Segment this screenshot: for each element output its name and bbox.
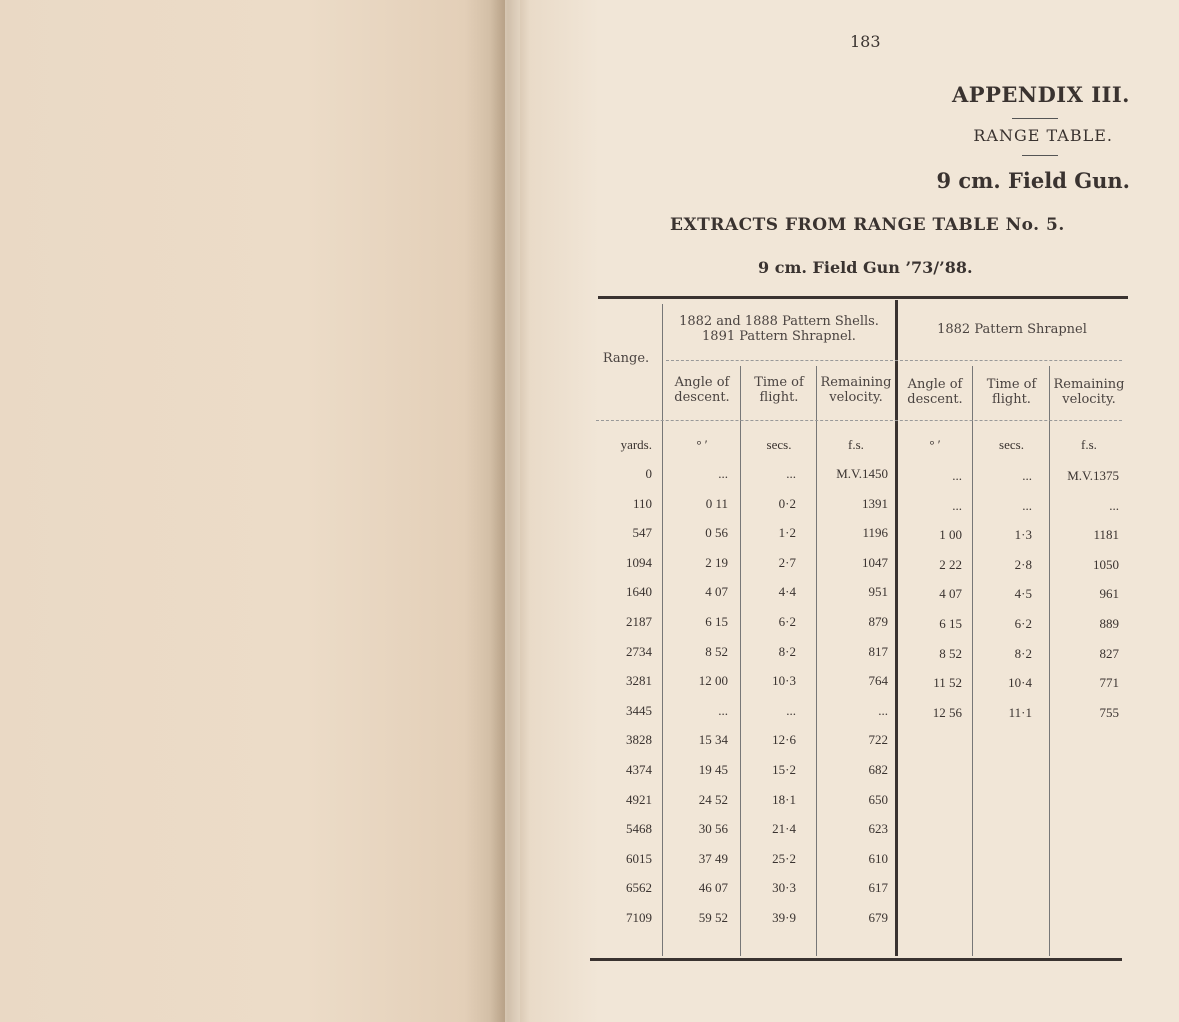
cell-time-2: 1·3 — [1014, 527, 1032, 543]
cell-angle-1: 2 19 — [705, 554, 728, 570]
cell-time-2: 10·4 — [1008, 675, 1032, 691]
cell-time-1: 39·9 — [772, 910, 796, 925]
cell-velocity-1: 722 — [868, 732, 888, 748]
unit-time-2: secs. — [999, 437, 1024, 452]
cell-velocity-2: 827 — [1099, 645, 1119, 661]
angle-header-line2: descent. — [674, 390, 730, 405]
time-header-line1: Time of — [754, 375, 804, 390]
group1-header-line1: 1882 and 1888 Pattern Shells. — [679, 314, 879, 329]
book-gutter — [490, 0, 530, 1022]
header-rule — [596, 420, 1122, 421]
cell-time-1: 15·2 — [772, 762, 796, 777]
cell-angle-1: 12 00 — [698, 673, 728, 689]
cell-time-2: ... — [1022, 468, 1032, 483]
cell-time-1: 4·4 — [778, 584, 796, 600]
velocity-header-line2: velocity. — [829, 390, 883, 405]
cell-range: 0 — [645, 466, 652, 481]
cell-angle-2: 2 22 — [939, 556, 962, 572]
gun-title: 9 cm. Field Gun. — [936, 168, 1130, 193]
cell-angle-2: 1 00 — [939, 527, 962, 543]
cell-angle-2: 12 56 — [932, 704, 962, 720]
cell-velocity-2: 889 — [1099, 616, 1119, 631]
velocity-header-1 — [818, 375, 894, 405]
cell-angle-1: 0 11 — [705, 495, 728, 511]
section-title: RANGE TABLE. — [973, 126, 1113, 145]
time-header-line1: Time of — [986, 377, 1037, 392]
col-rule — [740, 366, 741, 956]
col-rule — [972, 366, 973, 956]
group2-header: 1882 Pattern Shrapnel — [937, 322, 1087, 337]
cell-velocity-2: ... — [1109, 497, 1119, 513]
cell-velocity-1: ... — [878, 702, 888, 718]
angle-header-2 — [898, 377, 972, 407]
cell-range: 3445 — [626, 702, 652, 718]
cell-range: 2734 — [626, 643, 652, 659]
col-rule — [1049, 366, 1050, 956]
cell-velocity-1: 817 — [868, 643, 888, 659]
cell-velocity-1: 617 — [868, 880, 888, 896]
section-divider — [1022, 155, 1058, 156]
header-rule — [666, 360, 1122, 361]
cell-time-1: 10·3 — [772, 673, 796, 689]
time-header-line2: flight. — [992, 392, 1031, 407]
cell-time-1: 6·2 — [778, 614, 796, 629]
cell-range: 2187 — [626, 614, 652, 629]
col-rule — [662, 304, 663, 956]
cell-velocity-2: 1050 — [1093, 556, 1119, 572]
cell-angle-2: 8 52 — [939, 645, 962, 661]
cell-velocity-1: 1196 — [862, 525, 888, 541]
cell-range: 1094 — [626, 554, 652, 570]
time-header-1 — [742, 375, 816, 405]
group1-header — [664, 314, 894, 344]
velocity-header-2 — [1051, 377, 1127, 407]
cell-angle-1: 37 49 — [698, 850, 728, 866]
cell-range: 1640 — [626, 584, 652, 600]
cell-time-1: 8·2 — [778, 643, 796, 659]
cell-angle-1: 15 34 — [698, 732, 728, 748]
cell-angle-1: 8 52 — [705, 643, 728, 659]
cell-velocity-1: 1047 — [862, 554, 888, 570]
cell-time-2: ... — [1022, 497, 1032, 513]
cell-time-2: 11·1 — [1008, 704, 1032, 720]
velocity-header-line2: velocity. — [1062, 392, 1116, 407]
cell-range: 110 — [632, 495, 652, 511]
cell-range: 4921 — [626, 791, 652, 807]
unit-angle-1: ° ′ — [696, 437, 708, 452]
extract-title: EXTRACTS FROM RANGE TABLE No. 5. — [670, 215, 1065, 235]
cell-time-2: 4·5 — [1014, 586, 1032, 602]
cell-velocity-1: 610 — [868, 850, 888, 866]
cell-velocity-1: 951 — [868, 584, 888, 600]
cell-angle-1: 24 52 — [698, 791, 728, 807]
cell-range: 6562 — [626, 880, 652, 896]
angle-header-1 — [664, 375, 740, 405]
col-rule — [816, 366, 817, 956]
cell-velocity-1: 679 — [868, 910, 888, 925]
cell-angle-2: ... — [952, 468, 962, 483]
cell-range: 6015 — [626, 850, 652, 866]
cell-velocity-1: M.V.1450 — [836, 466, 888, 481]
angle-header-line1: Angle of — [907, 377, 963, 392]
cell-angle-1: ... — [718, 466, 728, 481]
cell-time-2: 2·8 — [1014, 556, 1032, 572]
angle-header-line2: descent. — [907, 392, 963, 407]
range-header: Range. — [602, 351, 650, 366]
unit-velocity-1: f.s. — [848, 437, 864, 452]
unit-time-1: secs. — [766, 437, 792, 452]
cell-velocity-1: 764 — [868, 673, 888, 689]
cell-angle-1: 0 56 — [705, 525, 728, 541]
cell-range: 3281 — [626, 673, 652, 689]
cell-angle-1: 46 07 — [698, 880, 728, 896]
cell-range: 3828 — [626, 732, 652, 748]
cell-range: 4374 — [626, 762, 652, 777]
cell-range: 5468 — [626, 821, 652, 837]
cell-velocity-2: 961 — [1099, 586, 1119, 602]
cell-time-1: 0·2 — [778, 495, 796, 511]
cell-angle-1: 59 52 — [698, 910, 728, 925]
cell-velocity-2: 1181 — [1093, 527, 1119, 543]
cell-time-2: 6·2 — [1014, 616, 1032, 631]
unit-range: yards. — [620, 437, 652, 452]
cell-velocity-1: 682 — [868, 762, 888, 777]
cell-angle-1: ... — [718, 702, 728, 718]
cell-time-1: ... — [786, 466, 796, 481]
cell-time-1: 25·2 — [772, 850, 796, 866]
cell-time-1: 1·2 — [778, 525, 796, 541]
cell-time-2: 8·2 — [1014, 645, 1032, 661]
unit-angle-2: ° ′ — [929, 437, 941, 452]
table-bottom-rule — [590, 958, 1122, 961]
page-number: 183 — [850, 32, 881, 51]
cell-time-1: 30·3 — [772, 880, 796, 896]
cell-angle-2: 11 52 — [933, 675, 962, 691]
cell-velocity-1: 1391 — [862, 495, 888, 511]
cell-velocity-2: 755 — [1099, 704, 1119, 720]
cell-time-1: 18·1 — [772, 791, 796, 807]
title-divider — [1012, 118, 1058, 119]
cell-velocity-2: 771 — [1099, 675, 1119, 691]
time-header-2 — [974, 377, 1049, 407]
cell-angle-2: ... — [952, 497, 962, 513]
cell-angle-1: 19 45 — [698, 762, 728, 777]
cell-angle-2: 6 15 — [939, 616, 962, 631]
cell-angle-1: 4 07 — [705, 584, 728, 600]
group1-header-line2: 1891 Pattern Shrapnel. — [702, 329, 856, 344]
left-page — [0, 0, 505, 1022]
appendix-title: APPENDIX III. — [952, 82, 1130, 107]
cell-time-1: 2·7 — [778, 554, 796, 570]
cell-angle-2: 4 07 — [939, 586, 962, 602]
cell-velocity-1: 623 — [868, 821, 888, 837]
cell-time-1: 12·6 — [772, 732, 796, 748]
velocity-header-line1: Remaining — [1053, 377, 1125, 392]
cell-angle-1: 30 56 — [698, 821, 728, 837]
cell-angle-1: 6 15 — [705, 614, 728, 629]
range-table — [590, 296, 1128, 961]
table-top-rule — [598, 296, 1128, 299]
cell-range: 547 — [632, 525, 652, 541]
unit-velocity-2: f.s. — [1081, 437, 1097, 452]
angle-header-line1: Angle of — [674, 375, 730, 390]
extract-subtitle: 9 cm. Field Gun ’73/’88. — [758, 258, 973, 277]
time-header-line2: flight. — [759, 390, 799, 405]
velocity-header-line1: Remaining — [820, 375, 892, 390]
cell-range: 7109 — [626, 910, 652, 925]
cell-velocity-1: 879 — [868, 614, 888, 629]
cell-time-1: 21·4 — [772, 821, 796, 837]
cell-velocity-1: 650 — [868, 791, 888, 807]
cell-velocity-2: M.V.1375 — [1067, 468, 1119, 483]
cell-time-1: ... — [786, 702, 796, 718]
